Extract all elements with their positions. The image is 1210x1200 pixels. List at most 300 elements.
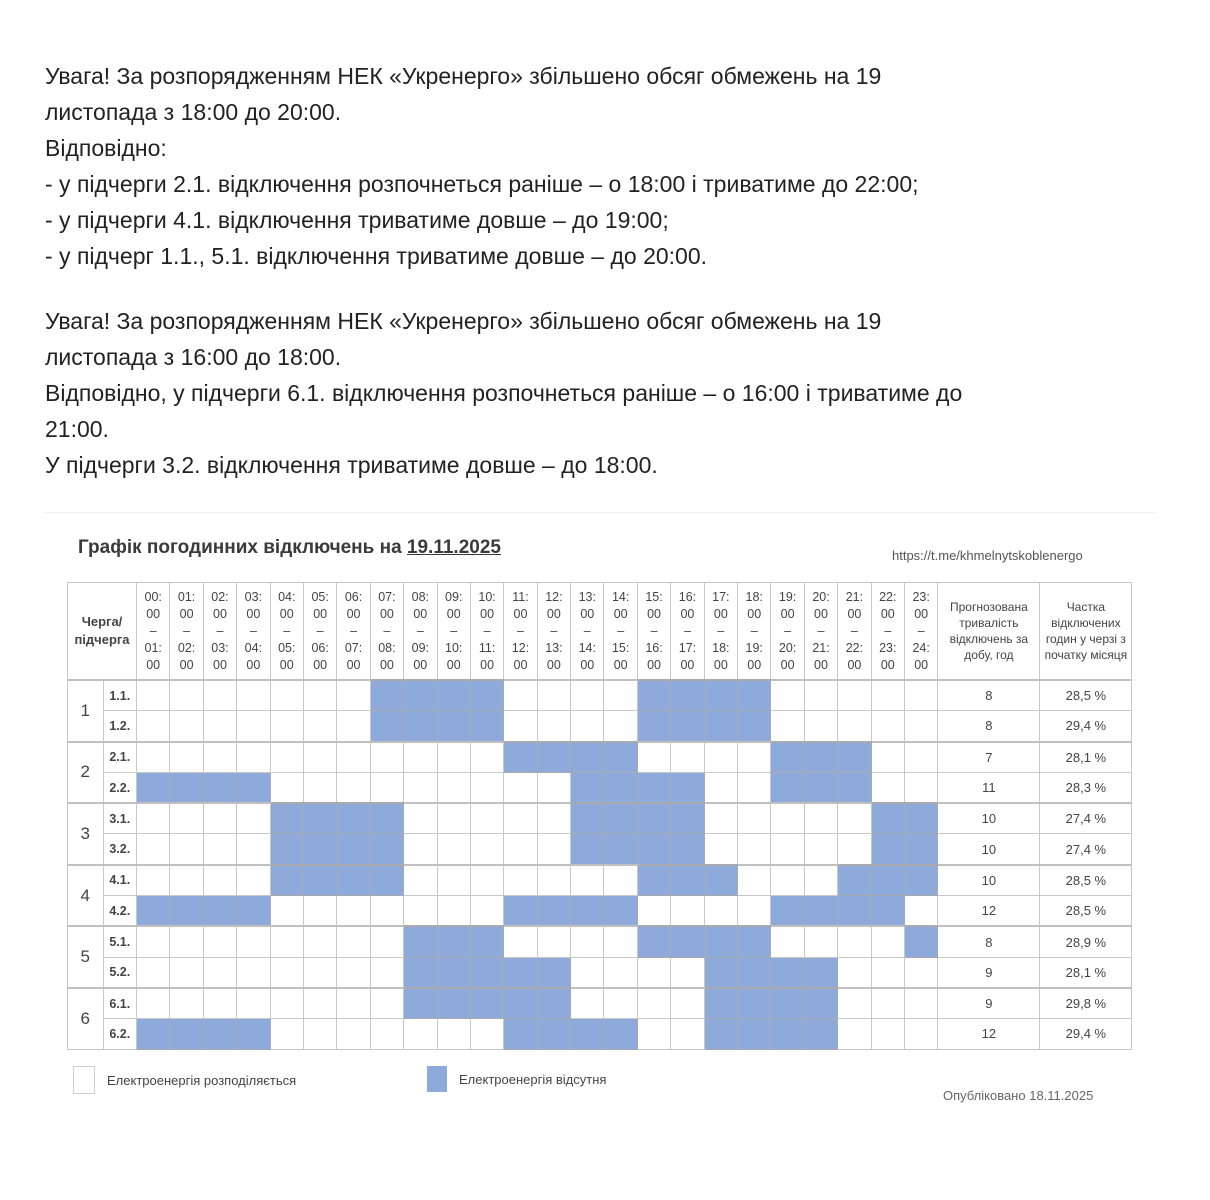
hour-cell-power (470, 742, 503, 773)
hour-cell-power (738, 742, 771, 773)
hour-header-part: 17: (678, 640, 697, 655)
hour-cell-power (303, 896, 336, 927)
queue-number: 6 (68, 988, 104, 1049)
hour-cell-outage (738, 926, 771, 957)
hour-header-part: 21: (845, 589, 864, 604)
hour-cell-power (637, 742, 670, 773)
hour-cell-power (904, 742, 937, 773)
table-row (68, 1019, 1132, 1049)
hour-cell-power (437, 834, 470, 865)
hour-cell-outage (704, 988, 737, 1019)
hour-header-part: 00 (880, 606, 895, 621)
hour-cell-power (137, 957, 170, 988)
subqueue-label: 3.2. (103, 834, 137, 865)
hour-cell-power (704, 772, 737, 803)
hour-header-part: 06: (344, 589, 363, 604)
hour-header-part: 00 (914, 606, 929, 621)
hour-cell-power (871, 742, 904, 773)
hour-cell-power (237, 834, 270, 865)
hour-cell-outage (370, 865, 403, 896)
hour-cell-outage (470, 957, 503, 988)
hour-header-part: 02: (211, 589, 229, 604)
hour-cell-power (137, 834, 170, 865)
hour-cell-power (370, 1019, 403, 1049)
hour-header-part: 04: (278, 589, 296, 604)
hour-cell-power (838, 1019, 871, 1049)
hour-header-part: 00 (814, 657, 828, 672)
hour-header-part: 00 (580, 606, 595, 621)
hour-cell-power (738, 834, 771, 865)
hour-cell-power (871, 711, 904, 742)
hour-header-part: 07: (344, 640, 363, 655)
hour-cell-power (838, 834, 871, 865)
hour-cell-power (470, 803, 503, 834)
table-row (68, 865, 1132, 896)
hour-cell-power (537, 772, 570, 803)
hour-cell-outage (671, 772, 704, 803)
notice-line: Відповідно, у підчерги 6.1. відключення розпочнеться раніше – о 16:00 і триватиме до (45, 380, 963, 406)
hour-cell-outage (771, 957, 804, 988)
hour-cell-outage (637, 711, 670, 742)
hour-header-part: 00 (480, 606, 495, 621)
duration-value: 8 (938, 711, 1040, 742)
hour-cell-outage (571, 803, 604, 834)
hour-header-part: 00 (613, 606, 628, 621)
hour-column-header (303, 583, 336, 681)
hour-header-part: 15: (645, 589, 663, 604)
hour-cell-power (337, 896, 370, 927)
duration-value: 7 (938, 742, 1040, 773)
hour-cell-outage (637, 680, 670, 711)
hour-cell-outage (404, 988, 437, 1019)
hour-cell-outage (771, 1019, 804, 1049)
notice-line: Увага! За розпорядженням НЕК «Укренерго» збільшено обсяг обмежень на 19 (45, 63, 882, 89)
hour-header-part: 00 (814, 606, 828, 621)
hour-header-part: 00 (246, 606, 261, 621)
hour-header-part: – (183, 623, 191, 638)
hour-cell-power (437, 865, 470, 896)
hour-cell-outage (137, 896, 170, 927)
hour-cell-outage (904, 803, 937, 834)
hour-header-part: – (483, 623, 491, 638)
hour-cell-power (871, 988, 904, 1019)
telegram-link[interactable]: https://t.me/khmelnytskoblenergo (892, 548, 1083, 563)
hour-header-part: 00 (546, 657, 561, 672)
hour-column-header (270, 583, 303, 681)
hour-cell-outage (771, 988, 804, 1019)
hour-cell-power (804, 680, 837, 711)
hour-header-part: 12: (511, 640, 530, 655)
hour-cell-outage (470, 988, 503, 1019)
hour-header-part: 01: (144, 640, 162, 655)
hour-cell-power (804, 865, 837, 896)
hour-cell-outage (270, 834, 303, 865)
hour-header-part: – (850, 623, 858, 638)
hour-header-part: 00 (713, 606, 728, 621)
hour-header-part: – (817, 623, 825, 638)
share-value: 29,4 % (1040, 711, 1132, 742)
hour-cell-power (404, 742, 437, 773)
hour-cell-power (771, 711, 804, 742)
legend-on-label: Електроенергія розподіляється (107, 1072, 297, 1088)
outage-schedule-table (67, 582, 1132, 1050)
hour-header-part: – (650, 623, 658, 638)
hour-cell-power (137, 803, 170, 834)
subqueue-label: 6.1. (103, 988, 137, 1019)
hour-cell-outage (203, 1019, 236, 1049)
hour-cell-outage (738, 957, 771, 988)
hour-header-part: 07: (378, 589, 396, 604)
hour-cell-outage (704, 865, 737, 896)
queue-number: 5 (68, 926, 104, 988)
hour-cell-power (237, 680, 270, 711)
hour-column-header (804, 583, 837, 681)
hour-cell-outage (370, 834, 403, 865)
hour-cell-power (303, 772, 336, 803)
hour-cell-power (604, 957, 637, 988)
hour-header-part: 16: (645, 640, 663, 655)
hour-cell-outage (904, 834, 937, 865)
hour-header-part: – (617, 623, 625, 638)
queue-column-header (68, 583, 137, 681)
subqueue-label: 4.1. (103, 865, 137, 896)
notice-line: - у підчерги 2.1. відключення розпочнеться раніше – о 18:00 і триватиме до 22:00; (45, 171, 919, 197)
hour-cell-outage (704, 926, 737, 957)
hour-cell-power (604, 711, 637, 742)
hour-column-header (404, 583, 437, 681)
hour-cell-power (270, 896, 303, 927)
hour-cell-outage (604, 742, 637, 773)
hour-cell-power (337, 926, 370, 957)
hour-cell-power (404, 803, 437, 834)
hour-header-part: 00 (446, 657, 461, 672)
hour-cell-outage (804, 988, 837, 1019)
hour-column-header (237, 583, 270, 681)
hour-column-header (637, 583, 670, 681)
table-body (68, 680, 1132, 1049)
hour-cell-power (137, 926, 170, 957)
hour-column-header (137, 583, 170, 681)
hour-cell-power (270, 680, 303, 711)
notice-line: - у підчерг 1.1., 5.1. відключення триватиме довше – до 20:00. (45, 243, 708, 269)
hour-header-part: 00 (213, 606, 227, 621)
hour-cell-power (437, 772, 470, 803)
hour-header-part: 00 (346, 606, 361, 621)
hour-cell-outage (637, 865, 670, 896)
hour-cell-power (838, 926, 871, 957)
notice-line: листопада з 16:00 до 18:00. (45, 344, 342, 370)
hour-header-part: 20: (778, 640, 797, 655)
hour-cell-power (571, 680, 604, 711)
hour-cell-power (537, 803, 570, 834)
notice-line: - у підчерги 4.1. відключення триватиме довше – до 19:00; (45, 207, 669, 233)
hour-header-part: 18: (712, 640, 730, 655)
table-row (68, 772, 1132, 803)
hour-header-part: 00 (146, 606, 161, 621)
subqueue-label: 1.2. (103, 711, 137, 742)
hour-cell-power (170, 834, 203, 865)
hour-cell-power (237, 926, 270, 957)
hour-cell-outage (470, 680, 503, 711)
hour-cell-power (470, 834, 503, 865)
table-row (68, 834, 1132, 865)
hour-cell-power (838, 711, 871, 742)
hour-cell-power (537, 865, 570, 896)
hour-cell-outage (571, 1019, 604, 1049)
hour-cell-outage (137, 772, 170, 803)
hour-header-part: – (283, 623, 291, 638)
hour-cell-power (571, 926, 604, 957)
hour-header-part: 00 (880, 657, 895, 672)
hour-cell-outage (637, 803, 670, 834)
hour-cell-power (470, 865, 503, 896)
hour-header-part: – (517, 623, 524, 638)
hour-cell-outage (871, 803, 904, 834)
hour-cell-power (270, 742, 303, 773)
hour-column-header (571, 583, 604, 681)
hour-cell-power (804, 926, 837, 957)
hour-cell-outage (203, 896, 236, 927)
hour-cell-outage (504, 896, 537, 927)
hour-cell-outage (404, 680, 437, 711)
hour-cell-outage (604, 834, 637, 865)
hour-header-part: 03: (244, 589, 263, 604)
hour-header-part: 16: (678, 589, 697, 604)
hour-cell-outage (671, 926, 704, 957)
hour-cell-power (604, 988, 637, 1019)
subqueue-label: 2.2. (103, 772, 137, 803)
queue-number: 1 (68, 680, 104, 742)
hour-cell-power (303, 988, 336, 1019)
hour-header-part: 06: (311, 640, 329, 655)
table-row (68, 680, 1132, 711)
share-value: 28,3 % (1040, 772, 1132, 803)
hour-cell-outage (804, 957, 837, 988)
subqueue-label: 2.1. (103, 742, 137, 773)
hour-cell-outage (404, 957, 437, 988)
queue-header-line2: підчерга (74, 632, 130, 647)
hour-header-part: 20: (812, 589, 830, 604)
hour-header-part: 02: (177, 640, 196, 655)
hour-cell-power (537, 680, 570, 711)
hour-header-part: 19: (745, 640, 763, 655)
hour-header-part: 00 (413, 606, 428, 621)
hour-cell-outage (537, 988, 570, 1019)
hour-cell-outage (637, 926, 670, 957)
notice-line: У підчерги 3.2. відключення триватиме довше – до 18:00. (45, 452, 658, 478)
hour-cell-outage (303, 865, 336, 896)
published-date: Опубліковано 18.11.2025 (943, 1088, 1094, 1103)
hour-cell-power (704, 803, 737, 834)
hour-cell-power (170, 680, 203, 711)
hour-cell-outage (370, 803, 403, 834)
hour-cell-outage (170, 1019, 203, 1049)
hour-header-part: 00 (647, 606, 661, 621)
hour-cell-outage (504, 957, 537, 988)
hour-header-part: 23: (879, 640, 897, 655)
hour-cell-power (404, 896, 437, 927)
hour-column-header (537, 583, 570, 681)
hour-header-part: – (149, 623, 157, 638)
hour-cell-outage (203, 772, 236, 803)
hour-header-part: 15: (611, 640, 630, 655)
hour-cell-outage (470, 711, 503, 742)
hour-cell-power (571, 865, 604, 896)
hour-header-part: 00 (546, 606, 561, 621)
queue-number: 3 (68, 803, 104, 865)
share-value: 28,5 % (1040, 680, 1132, 711)
hour-header-part: 10: (478, 589, 496, 604)
hour-cell-outage (270, 803, 303, 834)
hour-cell-power (904, 772, 937, 803)
duration-column-header: Прогнозована тривалість відключень за добу, год (938, 583, 1040, 681)
hour-header-part: 13: (578, 589, 596, 604)
hour-cell-outage (170, 896, 203, 927)
hour-header-part: 24: (912, 640, 930, 655)
hour-cell-power (337, 1019, 370, 1049)
hour-cell-outage (804, 742, 837, 773)
hour-header-part: 00 (747, 606, 762, 621)
notice-paragraph-1 (45, 58, 1165, 274)
hour-cell-power (370, 742, 403, 773)
hour-header-part: 11: (512, 589, 529, 604)
hour-cell-outage (804, 896, 837, 927)
hour-cell-power (470, 896, 503, 927)
hour-cell-outage (370, 680, 403, 711)
hour-column-header (771, 583, 804, 681)
hour-header-part: 00 (513, 606, 528, 621)
hour-cell-outage (571, 896, 604, 927)
hour-cell-outage (838, 772, 871, 803)
hour-cell-power (170, 988, 203, 1019)
table-row (68, 711, 1132, 742)
hour-cell-outage (237, 896, 270, 927)
share-value: 28,5 % (1040, 896, 1132, 927)
hour-header-part: 00 (179, 657, 194, 672)
hour-cell-power (671, 988, 704, 1019)
hour-cell-power (871, 1019, 904, 1049)
hour-cell-outage (571, 772, 604, 803)
hour-cell-outage (804, 772, 837, 803)
hour-cell-power (203, 680, 236, 711)
hour-header-part: 00 (279, 606, 294, 621)
hour-header-part: 00 (379, 606, 394, 621)
hour-column-header (704, 583, 737, 681)
hour-cell-power (337, 988, 370, 1019)
share-value: 27,4 % (1040, 834, 1132, 865)
hour-header-part: 22: (879, 589, 897, 604)
hour-column-header (203, 583, 236, 681)
hour-cell-power (838, 803, 871, 834)
hour-cell-power (871, 926, 904, 957)
hour-cell-power (671, 896, 704, 927)
hour-cell-outage (337, 834, 370, 865)
hour-cell-power (470, 1019, 503, 1049)
hour-header-part: 00 (747, 657, 762, 672)
hour-cell-power (637, 988, 670, 1019)
hour-header-part: – (583, 623, 591, 638)
hour-cell-outage (738, 988, 771, 1019)
hour-cell-outage (170, 772, 203, 803)
hour-header-part: 00 (780, 657, 795, 672)
share-value: 28,1 % (1040, 957, 1132, 988)
hour-header-part: 00 (613, 657, 628, 672)
hour-header-part: – (383, 623, 391, 638)
hour-header-part: – (249, 623, 257, 638)
hour-header-part: 00 (480, 657, 495, 672)
duration-value: 8 (938, 680, 1040, 711)
hour-header-part: 00 (413, 657, 428, 672)
hour-cell-power (771, 803, 804, 834)
share-value: 28,9 % (1040, 926, 1132, 957)
hour-cell-outage (671, 865, 704, 896)
hour-cell-power (604, 926, 637, 957)
hour-cell-outage (904, 926, 937, 957)
hour-header-part: 00 (446, 606, 461, 621)
hour-cell-power (671, 957, 704, 988)
hour-cell-power (170, 865, 203, 896)
hour-cell-outage (504, 1019, 537, 1049)
hour-cell-power (771, 865, 804, 896)
hour-cell-power (137, 742, 170, 773)
hour-header-part: 08: (378, 640, 396, 655)
hour-header-part: – (683, 623, 691, 638)
legend-swatch-blue (427, 1066, 447, 1092)
hour-cell-power (637, 1019, 670, 1049)
hour-cell-outage (637, 772, 670, 803)
hour-cell-power (270, 711, 303, 742)
hour-cell-outage (270, 865, 303, 896)
legend-power-on (73, 1066, 296, 1094)
subqueue-label: 1.1. (103, 680, 137, 711)
hour-column-header (604, 583, 637, 681)
share-value: 28,1 % (1040, 742, 1132, 773)
hour-cell-power (871, 680, 904, 711)
hour-cell-outage (671, 680, 704, 711)
hour-header-part: 08: (411, 589, 430, 604)
hour-cell-power (738, 865, 771, 896)
hour-cell-outage (404, 926, 437, 957)
hour-cell-power (303, 711, 336, 742)
hour-cell-outage (604, 803, 637, 834)
hour-header-part: 00 (379, 657, 394, 672)
hour-cell-power (303, 680, 336, 711)
hour-cell-outage (437, 957, 470, 988)
hour-header-part: 00 (713, 657, 728, 672)
hour-cell-outage (771, 896, 804, 927)
hour-cell-power (170, 803, 203, 834)
hour-header-part: – (316, 623, 324, 638)
hour-cell-power (237, 988, 270, 1019)
hour-header-part: 09: (445, 589, 463, 604)
hour-cell-outage (237, 772, 270, 803)
hour-header-part: 00 (213, 657, 227, 672)
hour-cell-outage (437, 926, 470, 957)
schedule-title-prefix: Графік погодинних відключень на (78, 537, 407, 558)
hour-header-part: 00 (580, 657, 595, 672)
hour-cell-power (404, 834, 437, 865)
hour-cell-power (504, 803, 537, 834)
hour-cell-power (704, 834, 737, 865)
hour-cell-power (203, 926, 236, 957)
hour-header-part: – (884, 623, 892, 638)
hour-cell-power (170, 742, 203, 773)
hour-cell-power (137, 680, 170, 711)
hour-cell-power (838, 957, 871, 988)
hour-cell-power (504, 772, 537, 803)
hour-cell-power (504, 680, 537, 711)
subqueue-label: 3.1. (103, 803, 137, 834)
